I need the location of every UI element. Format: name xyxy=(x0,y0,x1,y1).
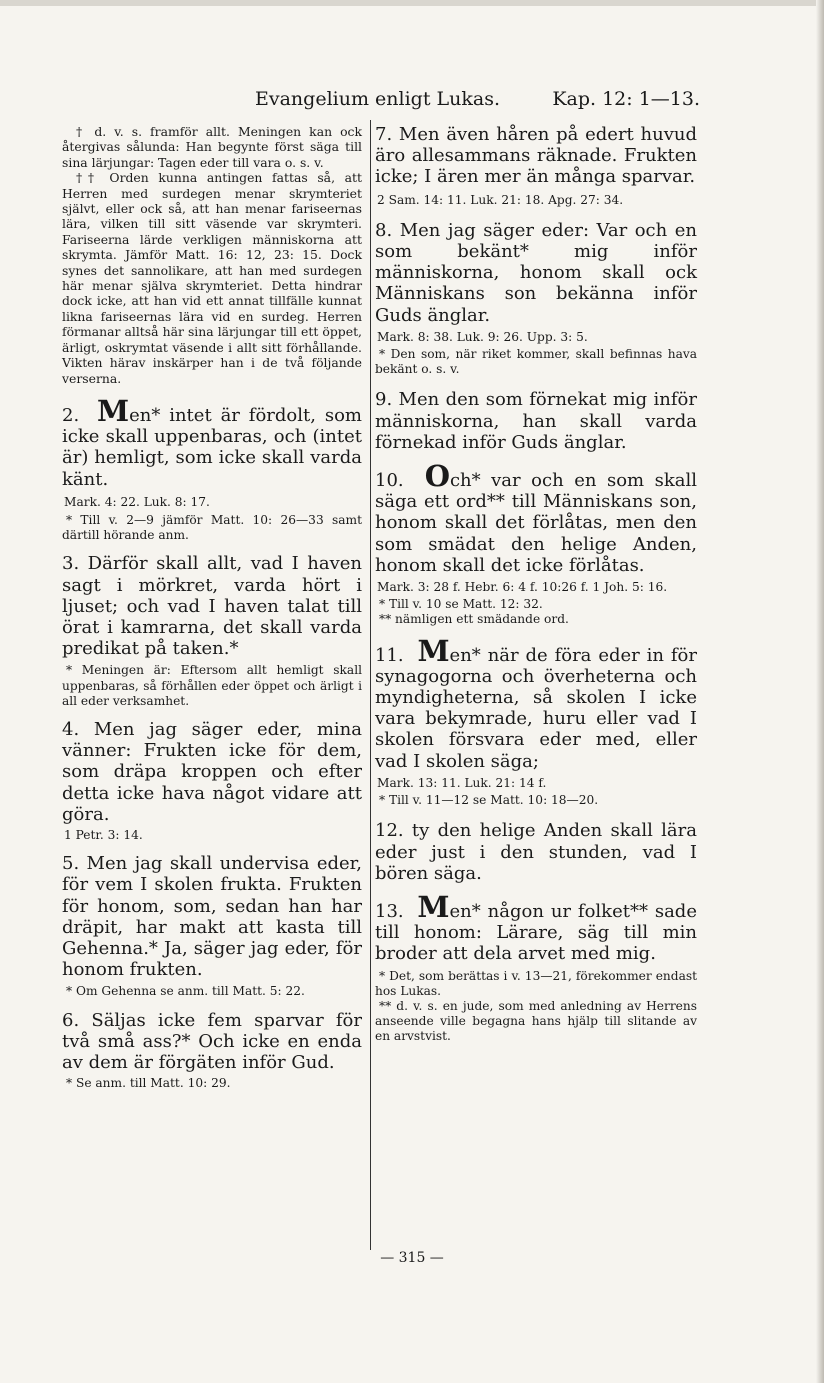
verse-2 xyxy=(62,393,362,543)
verse-3 xyxy=(62,553,362,709)
commentary-note xyxy=(62,124,362,386)
verse-number: 2. xyxy=(62,404,80,426)
verse-text: en* när de föra eder in för synagogorna och överheterna och myndigheterna, så skolen I icke vara bekymrade, huru eller vad I skolen försvara eder med, eller vad I skolen säga; xyxy=(375,644,697,772)
column-divider xyxy=(370,120,371,1250)
scan-edge-top xyxy=(0,0,824,6)
book-title: Evangelium enligt Lukas. xyxy=(255,88,500,110)
cross-reference: Mark. 8: 38. Luk. 9: 26. Upp. 3: 5. xyxy=(377,329,588,344)
initial-letter: M xyxy=(417,889,450,924)
verse-number: 10. xyxy=(375,470,404,492)
note-paragraph: †† Orden kunna antingen fattas så, att Herren med surdegen menar skrymteriet självt, eller ock så, att han menar fariseernas lära, vilken till sitt väsende var skrymteri. Fariseerna lärde verkligen människorna att skrymta. Jämför Matt. 16: 12, 23: 15. Dock synes det sannolikare, att han med surdegen här menar själva skrymteriet. Detta hindrar dock icke, att han vid ett annat tillfälle kunnat likna fariseernas lära vid en surdeg. Herren förmanar alltså här sina lärjungar till ett öppet, ärligt, oskrymtat väsende i allt sitt förhållande. Vikten härav inskärper han i de två följande verserna. xyxy=(62,170,362,386)
footnote: * Meningen är: Eftersom allt hemligt skall uppenbaras, så förhållen eder öppet och ärligt i all eder verksamhet. xyxy=(62,663,362,708)
right-column xyxy=(375,124,697,1045)
verse-text: 6. Säljas icke fem sparvar för två små ass?* Och icke en enda av dem är förgäten inför Gud. xyxy=(62,1009,362,1073)
initial-letter: M xyxy=(96,393,130,428)
cross-reference: Mark. 3: 28 f. Hebr. 6: 4 f. 10:26 f. 1 Joh. 5: 16. xyxy=(377,580,668,595)
footnote: ** d. v. s. en jude, som med anledning av Herrens anseende ville begagna hans hjälp till slitande av en arvstvist. xyxy=(375,998,697,1044)
cross-reference: 2 Sam. 14: 11. Luk. 21: 18. Apg. 27: 34. xyxy=(377,192,624,207)
verse-number: 13. xyxy=(375,900,404,922)
verse-5 xyxy=(62,853,362,999)
note-paragraph: † d. v. s. framför allt. Meningen kan ock återgivas sålunda: Han begynte först säga till sina lärjungar: Tagen eder till vara o. s. v. xyxy=(62,124,362,170)
verse-8 xyxy=(375,220,697,378)
footnote: * Om Gehenna se anm. till Matt. 5: 22. xyxy=(66,984,305,999)
cross-reference: Mark. 13: 11. Luk. 21: 14 f. xyxy=(377,775,547,790)
verse-4 xyxy=(62,719,362,843)
verse-text: ch* var och en som skall säga ett ord** till Människans son, honom skall det förlåtas, men den som smädat den helige Anden, honom skall det icke förlåtas. xyxy=(375,470,698,576)
verse-text: 9. Men den som förnekat mig inför människorna, han skall varda förnekad inför Guds änglar. xyxy=(375,389,697,453)
verse-7 xyxy=(375,124,697,208)
verse-text: 4. Men jag säger eder, mina vänner: Frukten icke för dem, som dräpa kroppen och efter detta icke hava något vidare att göra. xyxy=(62,718,362,825)
cross-reference: Mark. 4: 22. Luk. 8: 17. xyxy=(64,494,210,509)
left-column xyxy=(62,124,362,1091)
verse-text: 5. Men jag skall undervisa eder, för vem I skolen frukta. Frukten för honom, som, sedan han har dräpit, har makt att kasta till Gehenna.* Ja, säger jag eder, för honom frukten. xyxy=(62,853,362,981)
verse-13 xyxy=(375,889,697,1045)
scan-edge-right xyxy=(816,0,824,1383)
verse-10 xyxy=(375,459,698,628)
footnote: * Det, som berättas i v. 13—21, förekommer endast hos Lukas. xyxy=(375,968,697,998)
footnote: ** nämligen ett smädande ord. xyxy=(379,612,569,627)
verse-11 xyxy=(375,633,697,809)
footnote: * Till v. 10 se Matt. 12: 32. xyxy=(379,597,543,612)
footnote: * Till v. 2—9 jämför Matt. 10: 26—33 samt därtill hörande anm. xyxy=(62,512,362,543)
running-header xyxy=(255,88,700,118)
verse-text: 3. Därför skall allt, vad I haven sagt i mörkret, varda hört i ljuset; och vad I haven talat till örat i kamrarna, det skall varda predikat på taken.* xyxy=(62,553,362,660)
footnote: * Den som, när riket kommer, skall befinnas hava bekänt o. s. v. xyxy=(375,347,697,377)
verse-number: 11. xyxy=(375,644,404,666)
verse-text: en* någon ur folket** sade till honom: Lärare, säg till min broder att dela arvet med mig. xyxy=(375,900,697,965)
verse-text: 8. Men jag säger eder: Var och en som bekänt* mig inför människorna, honom skall ock Människans son bekänna inför Guds änglar. xyxy=(375,219,697,326)
cross-reference: 1 Petr. 3: 14. xyxy=(64,827,143,842)
footnote: * Se anm. till Matt. 10: 29. xyxy=(66,1076,231,1091)
footnote: * Till v. 11—12 se Matt. 10: 18—20. xyxy=(379,793,599,808)
verse-text: en* intet är fördolt, som icke skall uppenbaras, och (intet är) hemligt, som icke skall varda känt. xyxy=(62,404,362,490)
verse-text: 12. ty den helige Anden skall lära eder just i den stunden, vad I bören säga. xyxy=(375,820,697,884)
verse-12 xyxy=(375,820,697,884)
chapter-reference: Kap. 12: 1—13. xyxy=(552,88,700,110)
verse-9 xyxy=(375,389,697,453)
initial-letter: O xyxy=(424,459,450,494)
verse-6 xyxy=(62,1010,362,1092)
page-number: — 315 — xyxy=(380,1250,444,1266)
initial-letter: M xyxy=(417,633,450,668)
verse-text: 7. Men även håren på edert huvud äro allesammans räknade. Frukten icke; I ären mer än många sparvar. xyxy=(375,124,697,188)
